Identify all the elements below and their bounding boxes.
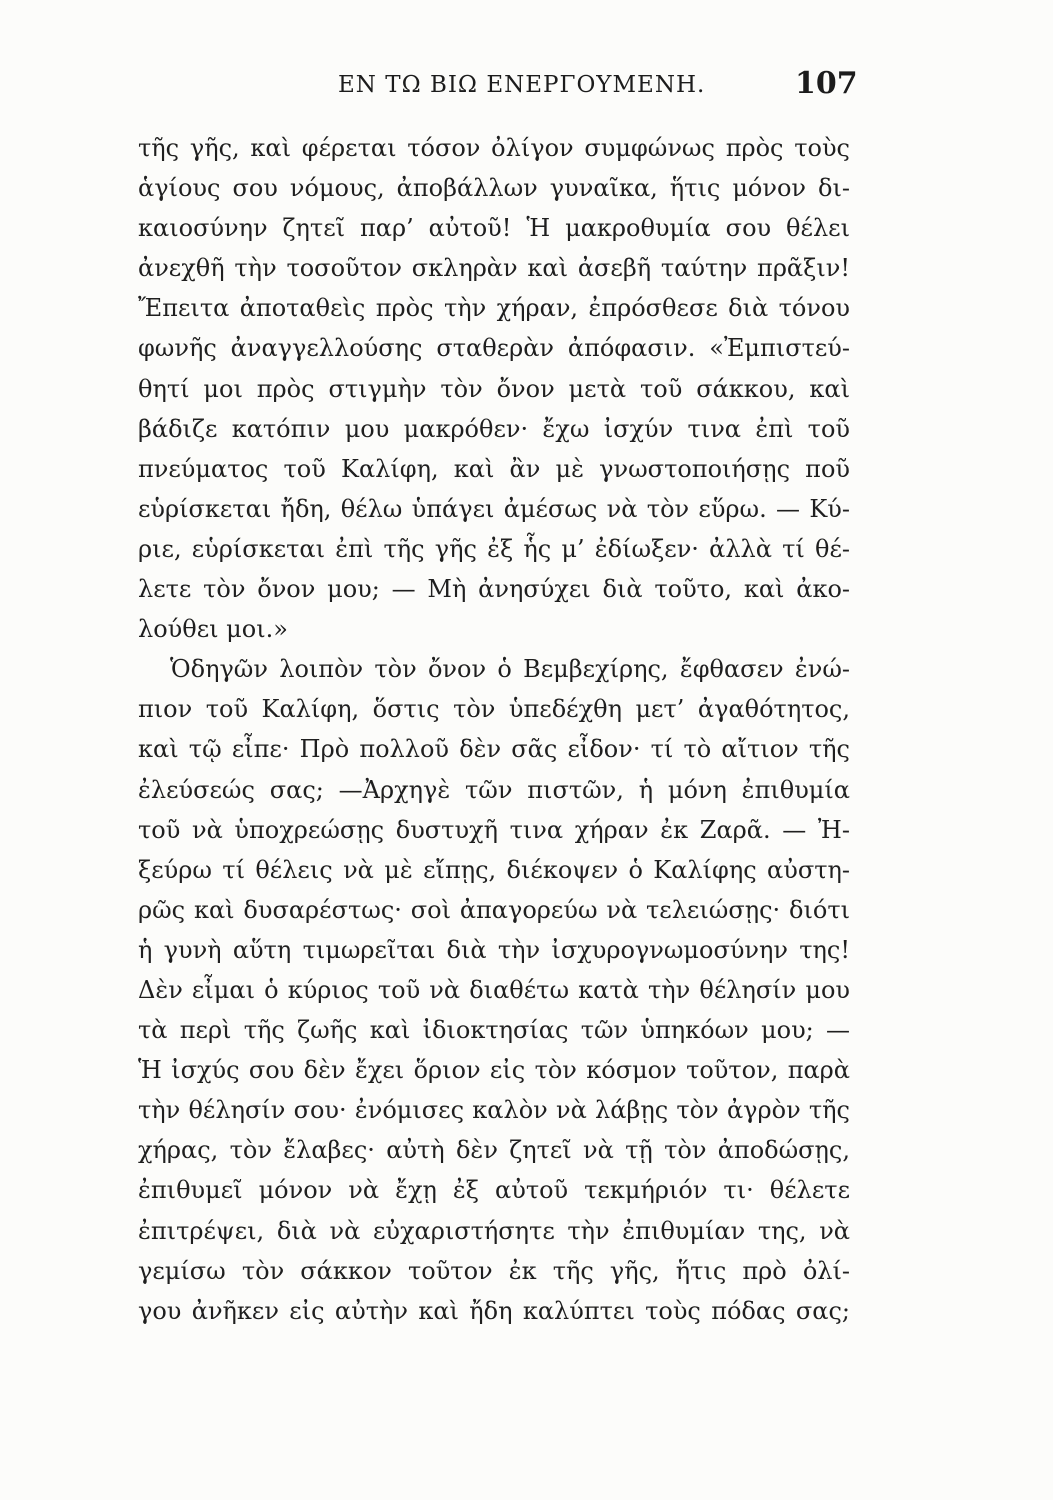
- text-line: καιοσύνην ζητεῖ παρ’ αὐτοῦ! Ἡ μακροθυμία σου θέλει: [138, 214, 850, 243]
- text-line: ἁγίους σου νόμους, ἀποβάλλων γυναῖκα, ἥτις μόνον δι-: [138, 174, 850, 203]
- text-line: τὴν θέλησίν σου· ἐνόμισες καλὸν νὰ λάβῃς τὸν ἀγρὸν τῆς: [138, 1096, 850, 1125]
- running-title: ΕΝ ΤΩ ΒΙΩ ΕΝΕΡΓΟΥΜΕΝΗ.: [338, 72, 706, 98]
- text-line: Δὲν εἶμαι ὁ κύριος τοῦ νὰ διαθέτω κατὰ τὴν θέλησίν μου: [138, 975, 850, 1004]
- text-line: ρῶς καὶ δυσαρέστως· σοὶ ἀπαγορεύω νὰ τελειώσῃς· διότι: [138, 895, 850, 924]
- text-line: τὰ περὶ τῆς ζωῆς καὶ ἰδιοκτησίας τῶν ὑπηκόων μου; —: [138, 1016, 850, 1045]
- text-line: ἐλεύσεώς σας; —Ἀρχηγὲ τῶν πιστῶν, ἡ μόνη ἐπιθυμία: [138, 775, 850, 804]
- text-line: βάδιζε κατόπιν μου μακρόθεν· ἔχω ἰσχύν τινα ἐπὶ τοῦ: [138, 414, 850, 443]
- text-line: Ἔπειτα ἀποταθεὶς πρὸς τὴν χήραν, ἐπρόσθεσε διὰ τόνου: [138, 294, 850, 323]
- text-line: πιον τοῦ Καλίφη, ὅστις τὸν ὑπεδέχθη μετ’ ἀγαθότητος,: [138, 695, 850, 724]
- text-line: εὑρίσκεται ἤδη, θέλω ὑπάγει ἀμέσως νὰ τὸν εὕρω. — Κύ-: [138, 494, 850, 523]
- text-line: γου ἀνῆκεν εἰς αὐτὴν καὶ ἤδη καλύπτει τοὺς πόδας σας;: [138, 1296, 850, 1325]
- text-line: τοῦ νὰ ὑποχρεώσῃς δυστυχῆ τινα χήραν ἐκ Ζαρᾶ. — Ἠ-: [138, 815, 850, 844]
- text-line: καὶ τῷ εἶπε· Πρὸ πολλοῦ δὲν σᾶς εἶδον· τί τὸ αἴτιον τῆς: [138, 735, 850, 764]
- text-line: πνεύματος τοῦ Καλίφη, καὶ ἂν μὲ γνωστοποιήσῃς ποῦ: [138, 454, 850, 483]
- running-head: [0, 66, 1053, 106]
- text-line: ἐπιθυμεῖ μόνον νὰ ἔχῃ ἐξ αὐτοῦ τεκμήριόν τι· θέλετε: [138, 1176, 850, 1205]
- text-line: φωνῆς ἀναγγελλούσης σταθερὰν ἀπόφασιν. «Ἐμπιστεύ-: [138, 334, 850, 363]
- body-text: [138, 128, 850, 1331]
- page-number: 107: [795, 66, 858, 101]
- text-line: ριε, εὑρίσκεται ἐπὶ τῆς γῆς ἐξ ἧς μ’ ἐδίωξεν· ἀλλὰ τί θέ-: [138, 534, 850, 563]
- text-line: ἡ γυνὴ αὕτη τιμωρεῖται διὰ τὴν ἰσχυρογνωμοσύνην της!: [138, 935, 850, 964]
- text-line: γεμίσω τὸν σάκκον τοῦτον ἐκ τῆς γῆς, ἥτις πρὸ ὀλί-: [138, 1256, 850, 1285]
- text-line: λούθει μοι.»: [138, 615, 288, 644]
- text-line: ξεύρω τί θέλεις νὰ μὲ εἴπῃς, διέκοψεν ὁ Καλίφης αὐστη-: [138, 855, 850, 884]
- text-line: τῆς γῆς, καὶ φέρεται τόσον ὀλίγον συμφώνως πρὸς τοὺς: [138, 134, 850, 162]
- text-line: λετε τὸν ὄνον μου; — Μὴ ἀνησύχει διὰ τοῦτο, καὶ ἀκο-: [138, 575, 850, 604]
- text-line: χήρας, τὸν ἔλαβες· αὐτὴ δὲν ζητεῖ νὰ τῇ τὸν ἀποδώσῃς,: [138, 1136, 850, 1165]
- paragraph-first-line: Ὁδηγῶν λοιπὸν τὸν ὄνον ὁ Βεμβεχίρης, ἔφθασεν ἐνώ-: [170, 655, 850, 684]
- text-line: ἀνεχθῆ τὴν τοσοῦτον σκληρὰν καὶ ἀσεβῆ ταύτην πρᾶξιν!: [138, 254, 850, 283]
- text-line: Ἡ ἰσχύς σου δὲν ἔχει ὅριον εἰς τὸν κόσμον τοῦτον, παρὰ: [138, 1056, 850, 1085]
- text-line: ἐπιτρέψει, διὰ νὰ εὐχαριστήσητε τὴν ἐπιθυμίαν της, νὰ: [138, 1216, 850, 1245]
- text-line: θητί μοι πρὸς στιγμὴν τὸν ὄνον μετὰ τοῦ σάκκου, καὶ: [138, 374, 850, 403]
